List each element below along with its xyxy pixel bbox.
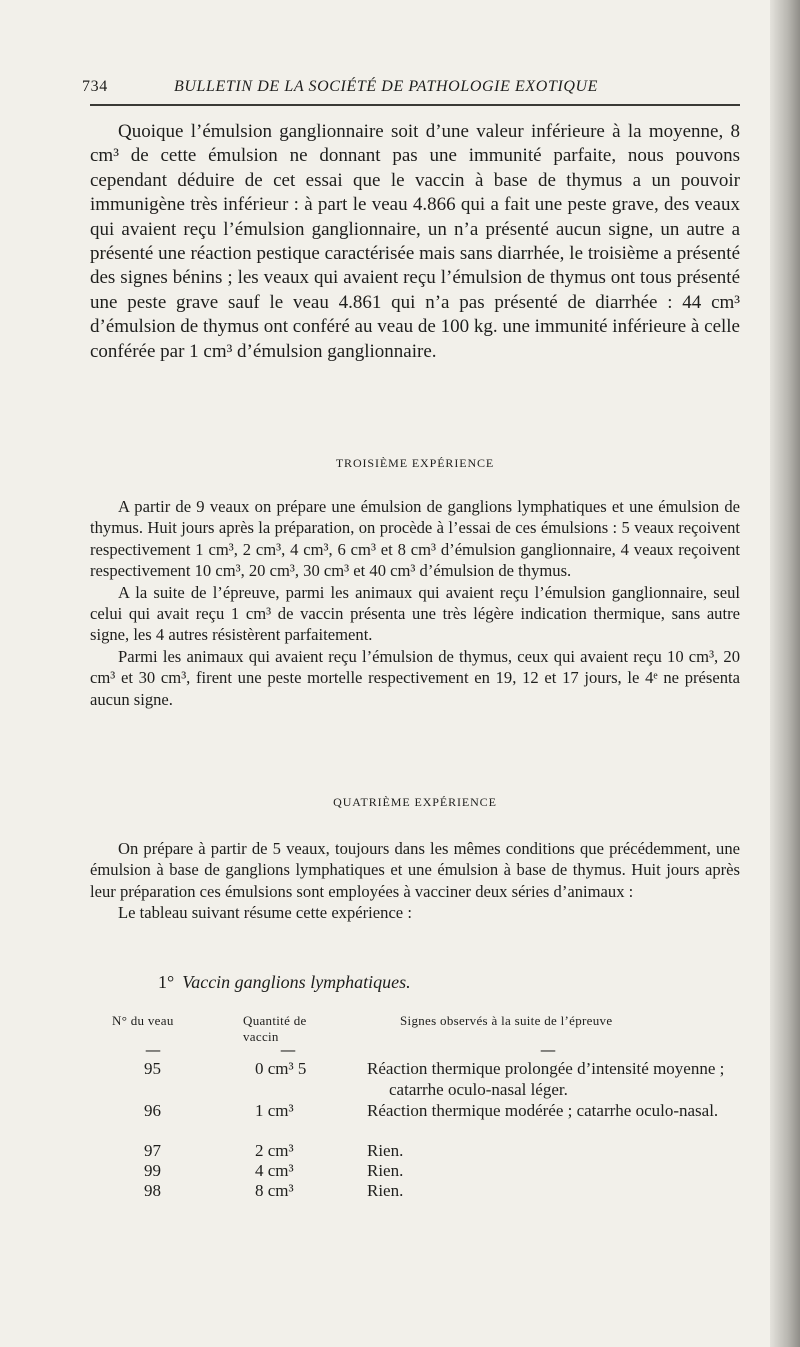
section-title-quatrieme: QUATRIÈME EXPÉRIENCE bbox=[333, 795, 497, 809]
cell-quantite: 2 cm³ bbox=[255, 1141, 294, 1160]
cell-quantite: 0 cm³ 5 bbox=[255, 1059, 307, 1078]
page-number: 734 bbox=[82, 78, 108, 95]
cell-quantite: 4 cm³ bbox=[255, 1161, 294, 1180]
subsection-heading bbox=[158, 972, 411, 993]
subsection-title: Vaccin ganglions lymphatiques. bbox=[182, 972, 411, 992]
header-dash: — bbox=[540, 1040, 556, 1059]
cell-signes bbox=[367, 1058, 740, 1100]
running-title: BULLETIN DE LA SOCIÉTÉ DE PATHOLOGIE EXOTIQUE bbox=[174, 78, 599, 95]
header-dash: — bbox=[145, 1040, 161, 1059]
cell-signes bbox=[367, 1100, 740, 1121]
section-3-body bbox=[90, 496, 740, 710]
cell-quantite: 1 cm³ bbox=[255, 1101, 294, 1120]
header-rule bbox=[90, 104, 740, 106]
header-dash: — bbox=[280, 1040, 296, 1059]
page-edge-shadow bbox=[770, 0, 800, 1347]
cell-veau: 99 bbox=[144, 1161, 161, 1180]
cell-signes: Rien. bbox=[367, 1181, 404, 1200]
table-header-signes: Signes observés à la suite de l’épreuve bbox=[400, 1013, 613, 1028]
cell-signes-text: Réaction thermique modérée ; catarrhe oculo-nasal. bbox=[367, 1101, 719, 1120]
table-header-veau: N° du veau bbox=[112, 1013, 174, 1028]
page-header bbox=[82, 78, 740, 102]
cell-veau: 95 bbox=[144, 1059, 161, 1078]
cell-signes: Rien. bbox=[367, 1141, 404, 1160]
section-4-paragraph: Le tableau suivant résume cette expérience : bbox=[118, 903, 412, 923]
section-4-body bbox=[90, 838, 740, 924]
section-4-paragraph: On prépare à partir de 5 veaux, toujours dans les mêmes conditions que précédemment, une émulsion à base de ganglions lymphatiques et une émulsion à base de thymus. Huit jours après leur préparation ces émulsions sont employées à vacciner deux séries d’animaux : bbox=[90, 839, 740, 901]
cell-signes: Rien. bbox=[367, 1161, 404, 1180]
section-3-paragraph: Parmi les animaux qui avaient reçu l’émulsion de thymus, ceux qui avaient reçu 10 cm³, 20 cm³ et 30 cm³, firent une peste mortelle respectivement en 19, 12 et 17 jours, le 4ᵉ ne présenta aucun signe. bbox=[90, 646, 740, 709]
cell-veau: 96 bbox=[144, 1101, 161, 1120]
section-3-paragraph: A partir de 9 veaux on prépare une émulsion de ganglions lymphatiques et une émulsion de thymus. Huit jours après la préparation, on procède à l’essai de ces émulsions : 5 veaux reçoivent respectivement 1 cm³, 2 cm³, 4 cm³, 6 cm³ et 8 cm³ d’émulsion ganglionnaire, 4 veaux reçoivent respectivement 10 cm³, 20 cm³, 30 cm³ et 40 cm³ d’émulsion de thymus. bbox=[90, 497, 740, 581]
section-title-troisieme: TROISIÈME EXPÉRIENCE bbox=[335, 456, 495, 470]
section-3-paragraph: A la suite de l’épreuve, parmi les animaux qui avaient reçu l’émulsion ganglionnaire, seul celui qui avait reçu 1 cm³ de vaccin présenta une très légère indication thermique, sans autre signe, les 4 autres résistèrent parfaitement. bbox=[90, 582, 740, 645]
cell-signes-text: Réaction thermique prolongée d’intensité moyenne ; catarrhe oculo-nasal léger. bbox=[367, 1059, 725, 1099]
cell-veau: 97 bbox=[144, 1141, 161, 1160]
subsection-number: 1° bbox=[158, 972, 175, 992]
table-header-quantite-text: Quantité de vaccin bbox=[243, 1013, 307, 1044]
cell-veau: 98 bbox=[144, 1181, 161, 1200]
intro-paragraph: Quoique l’émulsion ganglionnaire soit d’une valeur inférieure à la moyenne, 8 cm³ de cette émulsion ne donnant pas une immunité parfaite, nous pouvons cependant déduire de cet essai que le vaccin à base de thymus a un pouvoir immunigène très inférieur : à part le veau 4.866 qui a fait une peste grave, des veaux qui avaient reçu l’émulsion ganglionnaire, un n’a présenté aucun signe, un autre a présenté une réaction pestique caractérisée mais sans diarrhée, le troisième a présenté des signes bénins ; les veaux qui avaient reçu l’émulsion de thymus ont tous présenté une peste grave sauf le veau 4.861 qui n’a pas présenté de diarrhée : 44 cm³ d’émulsion de thymus ont conféré au veau de 100 kg. une immunité inférieure à celle conférée par 1 cm³ d’émulsion ganglionnaire. bbox=[90, 121, 740, 362]
cell-quantite: 8 cm³ bbox=[255, 1181, 294, 1200]
